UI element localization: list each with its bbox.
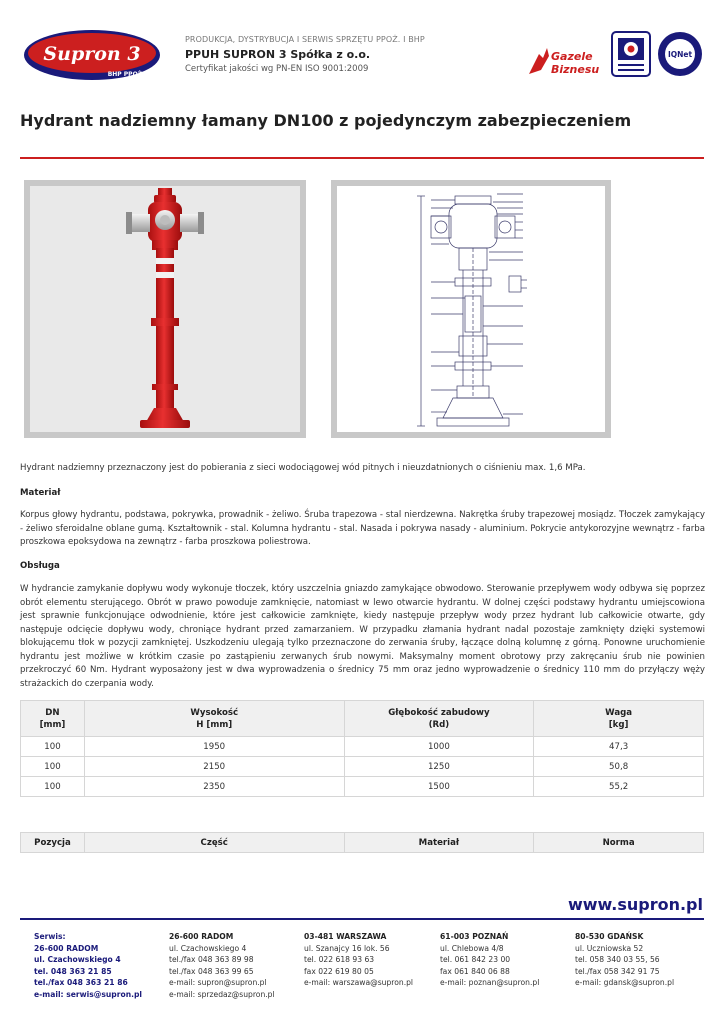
footer-line: tel. 061 842 23 00 (440, 955, 511, 965)
cell-dn: 100 (21, 777, 85, 797)
footer-email[interactable]: e-mail: supron@supron.pl (169, 978, 267, 988)
table-row (21, 777, 704, 797)
company-info (185, 35, 485, 74)
website-link[interactable]: www.supron.pl (567, 895, 703, 914)
header-height: Wysokość H [mm] (84, 701, 344, 737)
footer-divider (20, 918, 704, 920)
table-row (21, 757, 704, 777)
header-material: Materiał (344, 833, 534, 853)
usage-paragraph: W hydrancie zamykanie dopływu wody wykonuje tłoczek, który uszczelnia gniazdo zamykające obwodowo. Sterowanie przepływem wody odbywa się poprzez obrót elementu sterującego. Obrót w prawo powoduje zamknięcie, natomiast w lewo otwarcie hydrantu. W dolnej części podstawy hydrantu umiejscowiona jest sprawnie funkcjonujące odwodnienie, które jest całkowicie zamknięte, kiedy następuje przepływ wody przez hydrant lub całkowicie otwarte, gdy następuje odcięcie dopływu wody, chroniące hydrant przed zamarzaniem. W przypadku złamania hydrant nadal pozostaje zamknięty dzięki systemowi blokującemu tłok w pozycji zamkniętej. Uszkodzeniu ulegają tylko przeznaczone do zerwania śruby, łączące dolną kolumnę z górną. Ponowne uruchomienie hydrantu jest możliwe w krótkim czasie po zastąpieniu zerwanych śrub nowymi. Maksymalny moment obrotowy przy zakręcaniu śrub nie powinien przekroczyć 60 Nm. Hydrant wyposażony jest w dwa wyprowadzenia o średnicy 75 mm oraz jedno wyprowadzenie o średnicy 110 mm do przyłączy węży strażackich do czerpania wody. (20, 584, 705, 689)
hydrant-icon (30, 186, 300, 432)
footer-column-radom (169, 931, 304, 1001)
footer-line: tel. 058 340 03 55, 56 (575, 955, 660, 965)
table-header-row (21, 833, 704, 853)
material-paragraph: Korpus głowy hydrantu, podstawa, pokrywka, prowadnik - żeliwo. Śruba trapezowa - stal nierdzewna. Nakrętka śruby trapezowej mosiądz. Tłoczek zamykający - żeliwo sferoidalne oblane gumą. Kształtownik - stal. Kolumna hydrantu - stal. Nasada i pokrywa nasady - aluminium. Pokrycie antykorozyjne wewnątrz - farba proszkowa epoksydowa na zewnątrz - farba proszkowa poliestrowa. (20, 510, 705, 547)
header-position: Pozycja (21, 833, 85, 853)
cell-dn: 100 (21, 757, 85, 777)
footer-line: fax 022 619 80 05 (304, 966, 374, 976)
intro-paragraph: Hydrant nadziemny przeznaczony jest do pobierania z sieci wodociągowej wód pitnych i nieuzdatnionych o ciśnieniu max. 1,6 MPa. (20, 463, 586, 473)
gazele-line1: Gazele (551, 50, 593, 63)
company-name: PPUH SUPRON 3 Spółka z o.o. (185, 48, 371, 61)
hydrant-photo (24, 180, 306, 438)
footer-line: 61-003 POZNAŃ (440, 932, 509, 941)
footer-line: ul. Uczniowska 52 (575, 943, 644, 953)
header-dn: DN [mm] (21, 701, 85, 737)
cell-depth: 1500 (344, 777, 534, 797)
footer-line: tel./fax 048 363 89 98 (169, 955, 254, 965)
logo-sub: BHP PPOŻ. (107, 71, 145, 78)
iqnet-label: IQNet (667, 50, 693, 59)
cell-weight: 47,3 (534, 737, 704, 757)
footer-line: fax 061 840 06 88 (440, 966, 510, 976)
usage-heading: Obsługa (20, 561, 60, 571)
cell-weight: 50,8 (534, 757, 704, 777)
footer-line: 80-530 GDAŃSK (575, 932, 644, 941)
footer-column-poznan (440, 931, 575, 989)
footer-line: tel. 048 363 21 85 (34, 966, 112, 976)
logo-text: Supron 3 (43, 43, 141, 65)
footer-column-gdansk (575, 931, 710, 989)
gazelle-icon (529, 48, 549, 74)
footer-column-warszawa (304, 931, 439, 989)
cell-depth: 1000 (344, 737, 534, 757)
cell-weight: 55,2 (534, 777, 704, 797)
cell-depth: 1250 (344, 757, 534, 777)
table-row (21, 737, 704, 757)
footer-email[interactable]: e-mail: gdansk@supron.pl (575, 978, 675, 988)
footer-line: 26-600 RADOM (34, 943, 99, 953)
cell-height: 1950 (84, 737, 344, 757)
material-heading: Materiał (20, 488, 61, 498)
table-header-row (21, 701, 704, 737)
quality-seal-icon (610, 30, 652, 78)
company-tagline: PRODUKCJA, DYSTRYBUCJA I SERWIS SPRZĘTU PPOŻ. I BHP (185, 35, 425, 44)
footer-email[interactable]: e-mail: warszawa@supron.pl (304, 978, 414, 988)
iqnet-certificate-icon (656, 30, 704, 78)
footer-line: tel. 022 618 93 63 (304, 955, 375, 965)
footer-line: ul. Chlebowa 4/8 (440, 943, 504, 953)
footer-email[interactable]: e-mail: serwis@supron.pl (34, 989, 143, 999)
header-part: Część (84, 833, 344, 853)
footer-line: ul. Szanajcy 16 lok. 56 (304, 943, 390, 953)
supron-logo (22, 28, 162, 82)
header-norm: Norma (534, 833, 704, 853)
company-certificate: Certyfikat jakości wg PN-EN ISO 9001:2009 (185, 64, 369, 74)
footer-email[interactable]: e-mail: poznan@supron.pl (440, 978, 540, 988)
specification-table (20, 700, 704, 797)
header-weight: Waga [kg] (534, 701, 704, 737)
footer-line: Serwis: (34, 932, 66, 941)
footer-line: ul. Czachowskiego 4 (169, 943, 247, 953)
parts-table (20, 832, 704, 853)
cell-dn: 100 (21, 737, 85, 757)
footer-line: ul. Czachowskiego 4 (34, 955, 121, 965)
footer-line: 03-481 WARSZAWA (304, 932, 387, 941)
cell-height: 2350 (84, 777, 344, 797)
hydrant-technical-drawing (331, 180, 611, 438)
footer-email[interactable]: e-mail: sprzedaz@supron.pl (169, 989, 275, 999)
technical-drawing-icon (337, 186, 605, 432)
page-title: Hydrant nadziemny łamany DN100 z pojedynczym zabezpieczeniem (20, 111, 632, 130)
footer-column-service (34, 931, 169, 1001)
footer-line: tel./fax 048 363 21 86 (34, 978, 128, 988)
page-header (0, 0, 725, 92)
cell-height: 2150 (84, 757, 344, 777)
footer-line: tel./fax 058 342 91 75 (575, 966, 660, 976)
header-depth: Głębokość zabudowy (Rd) (344, 701, 534, 737)
gazele-biznesu-logo (527, 40, 602, 78)
title-divider (20, 157, 704, 159)
footer-line: tel./fax 048 363 99 65 (169, 966, 254, 976)
gazele-line2: Biznesu (551, 63, 600, 76)
footer-line: 26-600 RADOM (169, 932, 234, 941)
